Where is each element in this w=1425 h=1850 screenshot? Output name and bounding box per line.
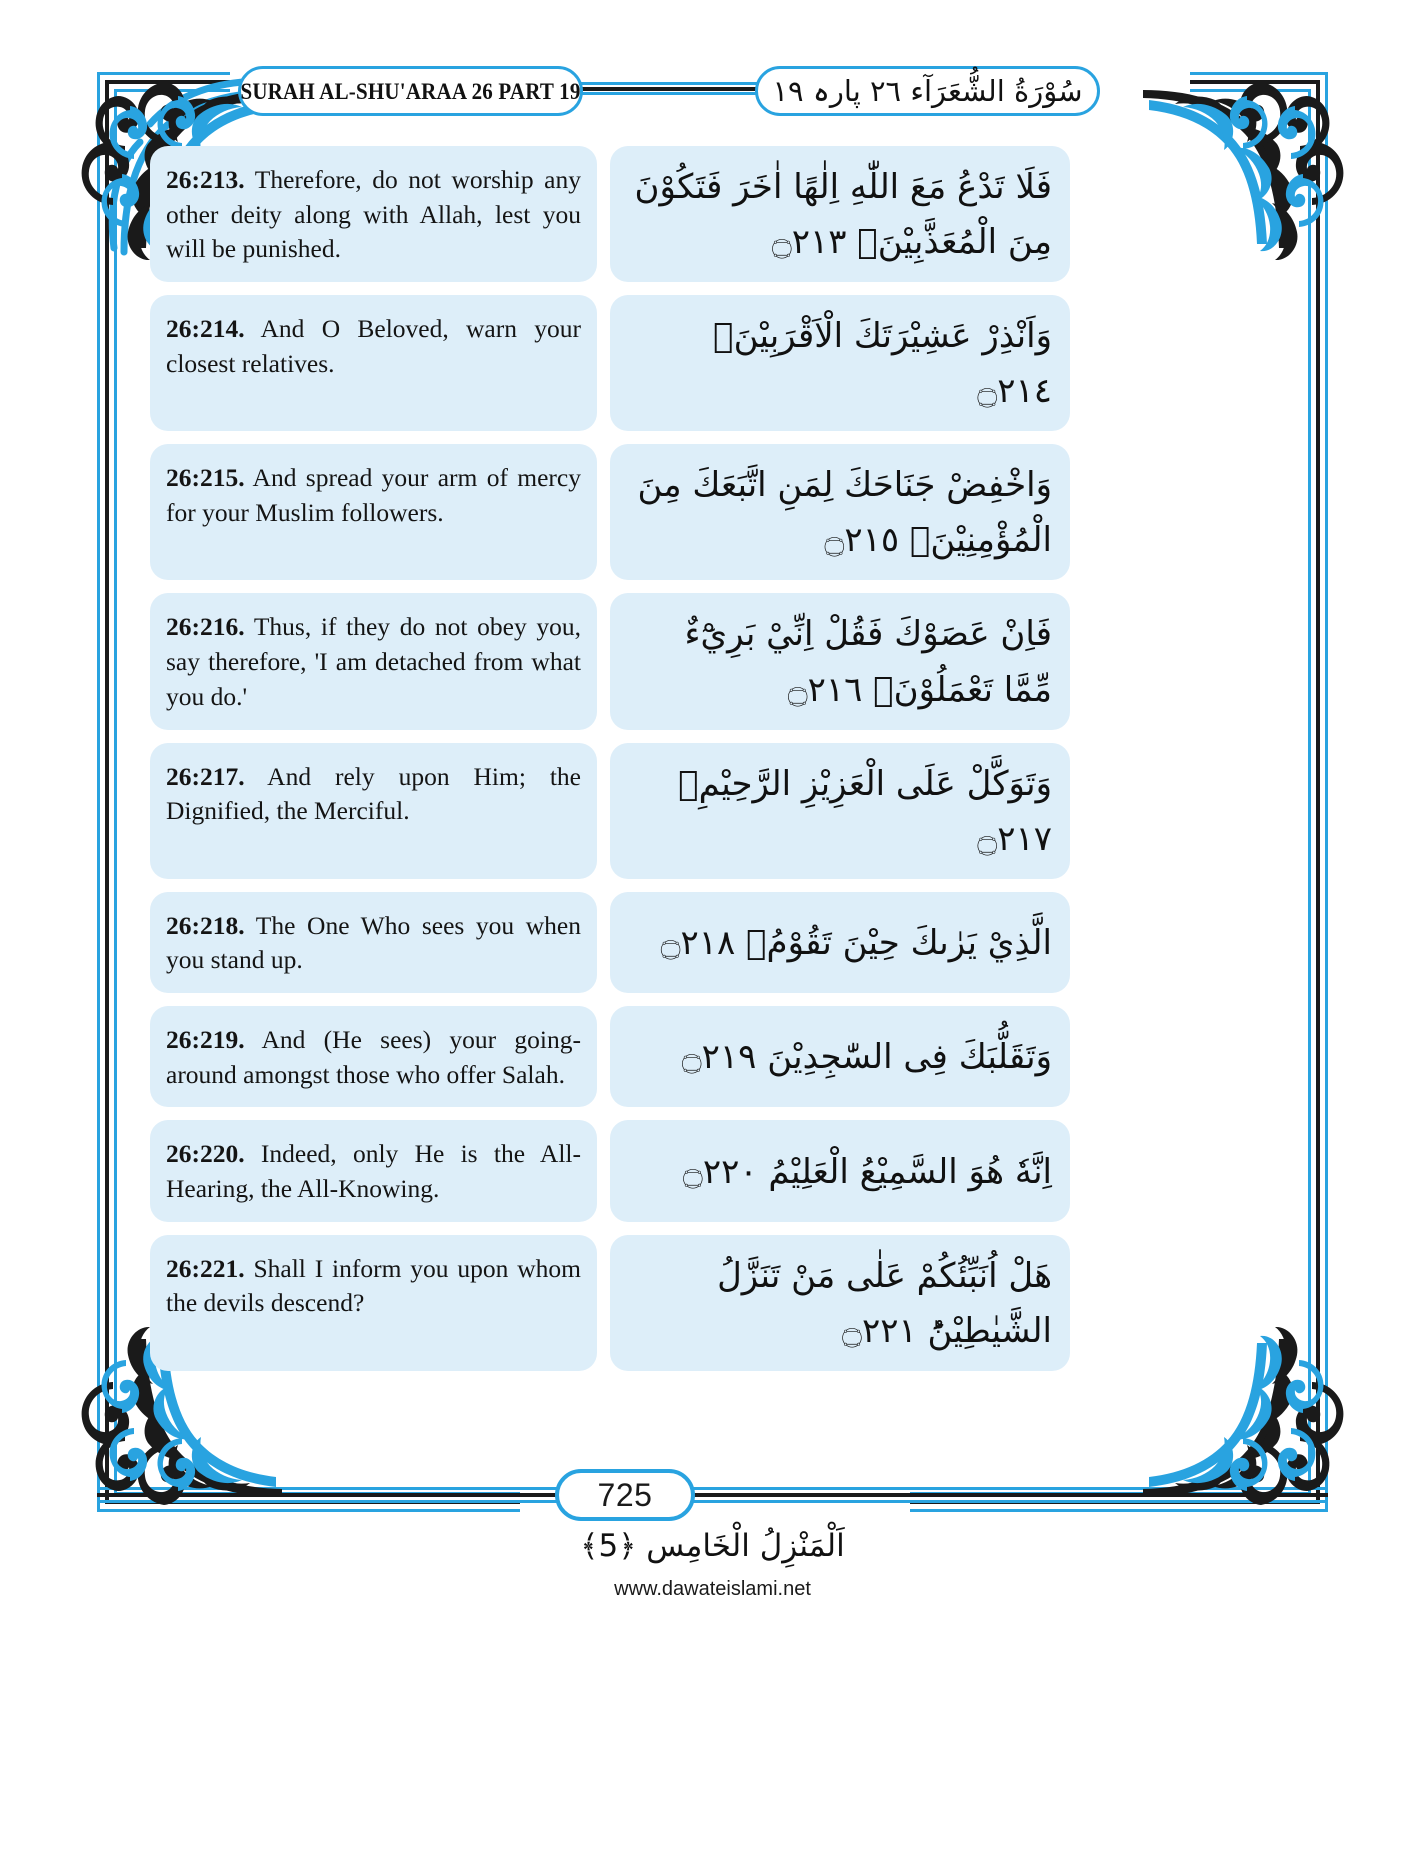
verse-arabic-text: فَاِنْ عَصَوْكَ فَقُلْ اِنِّيْ بَرِيْٓءٌ مِّمَّا تَعْمَلُوْنَۚ ۝٢١٦ — [684, 614, 1052, 710]
verse-arabic-text: اِنَّهٗ هُوَ السَّمِيْعُ الْعَلِيْمُ ۝٢٢٠ — [682, 1151, 1052, 1192]
verse-arabic-cell — [610, 743, 1070, 879]
verse-translation — [166, 312, 581, 381]
verse-translation-cell — [150, 146, 597, 282]
verse-reference: 26:220. — [166, 1139, 245, 1169]
verse-reference: 26:221. — [166, 1253, 245, 1283]
verse-arabic-cell — [610, 1120, 1070, 1221]
verse-row — [150, 743, 1070, 879]
verse-reference: 26:219. — [166, 1025, 245, 1055]
verse-translation-text: And (He sees) your going-around amongst those who offer Salah. — [166, 1025, 582, 1089]
manzil-label: اَلْمَنْزِلُ الْخَامِس ﴿5﴾ — [580, 1528, 845, 1564]
verse-arabic-cell — [610, 892, 1070, 993]
verse-translation-text: And O Beloved, warn your closest relatives. — [166, 314, 582, 378]
verse-translation-text: And spread your arm of mercy for your Muslim followers. — [166, 463, 581, 527]
page-header — [0, 66, 1425, 122]
verse-arabic-text: هَلْ اُنَبِّئُكُمْ عَلٰى مَنْ تَنَزَّلُ الشَّيٰطِيْنُؕ ۝٢٢١ — [717, 1255, 1052, 1351]
verse-translation — [166, 1023, 581, 1092]
verse-translation — [166, 163, 581, 267]
verse-row — [150, 1235, 1070, 1371]
verse-translation — [166, 1252, 581, 1321]
verse-arabic-cell — [610, 1235, 1070, 1371]
floral-corner-ornament-icon — [1137, 1325, 1347, 1535]
verse-translation-text: Therefore, do not worship any other deity along with Allah, lest you will be punished. — [166, 165, 581, 264]
verse-translation-text: Shall I inform you upon whom the devils descend? — [166, 1253, 581, 1318]
verse-reference: 26:216. — [166, 612, 245, 642]
verse-list — [150, 146, 1070, 1384]
verse-reference: 26:213. — [166, 165, 245, 194]
verse-arabic-cell — [610, 146, 1070, 282]
verse-translation — [166, 1137, 581, 1206]
verse-translation — [166, 909, 581, 978]
verse-row — [150, 295, 1070, 431]
page-number: 725 — [597, 1476, 653, 1513]
verse-arabic-cell — [610, 444, 1070, 580]
verse-arabic-cell — [610, 1006, 1070, 1107]
verse-translation — [166, 760, 581, 829]
verse-translation-cell — [150, 295, 597, 431]
surah-title-plaque-arabic — [755, 66, 1100, 116]
verse-reference: 26:217. — [166, 761, 245, 791]
verse-arabic-text: وَاَنْذِرْ عَشِيْرَتَكَ الْاَقْرَبِيْنَۙ ۝٢١٤ — [713, 316, 1052, 412]
verse-translation-cell — [150, 593, 597, 729]
verse-arabic-cell — [610, 295, 1070, 431]
verse-arabic-text: وَتَوَكَّلْ عَلَى الْعَزِيْزِ الرَّحِيْمِۙ ۝٢١٧ — [678, 763, 1052, 859]
verse-translation — [166, 461, 581, 530]
verse-translation-cell — [150, 1006, 597, 1107]
verse-translation-text: The One Who sees you when you stand up. — [166, 910, 582, 975]
verse-arabic-text: فَلَا تَدْعُ مَعَ اللّٰهِ اِلٰهًا اٰخَرَ فَتَكُوْنَ مِنَ الْمُعَذَّبِيْنَۚ ۝٢١٣ — [634, 167, 1052, 263]
surah-title-plaque-english — [238, 66, 583, 116]
verse-row — [150, 892, 1070, 993]
verse-translation-text: Thus, if they do not obey you, say therefore, 'I am detached from what you do.' — [166, 612, 581, 711]
verse-row — [150, 1006, 1070, 1107]
verse-row — [150, 146, 1070, 282]
verse-arabic-text: الَّذِيْ يَرٰىكَ حِيْنَ تَقُوْمُۙ ۝٢١٨ — [660, 922, 1052, 963]
verse-reference: 26:218. — [166, 910, 245, 940]
verse-translation-text: And rely upon Him; the Dignified, the Merciful. — [166, 761, 582, 826]
surah-title-arabic: سُوْرَةُ الشُّعَرَآء ٢٦ پارہ ١٩ — [772, 73, 1083, 108]
verse-translation-cell — [150, 444, 597, 580]
verse-reference: 26:215. — [166, 463, 245, 493]
verse-arabic-cell — [610, 593, 1070, 729]
verse-reference: 26:214. — [166, 314, 245, 344]
verse-row — [150, 444, 1070, 580]
verse-arabic-text: وَاخْفِضْ جَنَاحَكَ لِمَنِ اتَّبَعَكَ مِنَ الْمُؤْمِنِيْنَۚ ۝٢١٥ — [637, 465, 1052, 561]
website-url: www.dawateislami.net — [614, 1578, 811, 1600]
verse-translation-text: Indeed, only He is the All-Hearing, the All-Knowing. — [166, 1139, 582, 1204]
verse-translation-cell — [150, 892, 597, 993]
verse-arabic-text: وَتَقَلُّبَكَ فِى السّٰجِدِيْنَ ۝٢١٩ — [681, 1037, 1052, 1078]
page-number-plaque — [555, 1469, 695, 1521]
verse-row — [150, 1120, 1070, 1221]
verse-translation-cell — [150, 743, 597, 879]
verse-translation — [166, 610, 581, 714]
surah-title-english: SURAH AL-SHU'ARAA 26 PART 19 — [240, 77, 581, 104]
verse-translation-cell — [150, 1235, 597, 1371]
verse-row — [150, 593, 1070, 729]
verse-translation-cell — [150, 1120, 597, 1221]
